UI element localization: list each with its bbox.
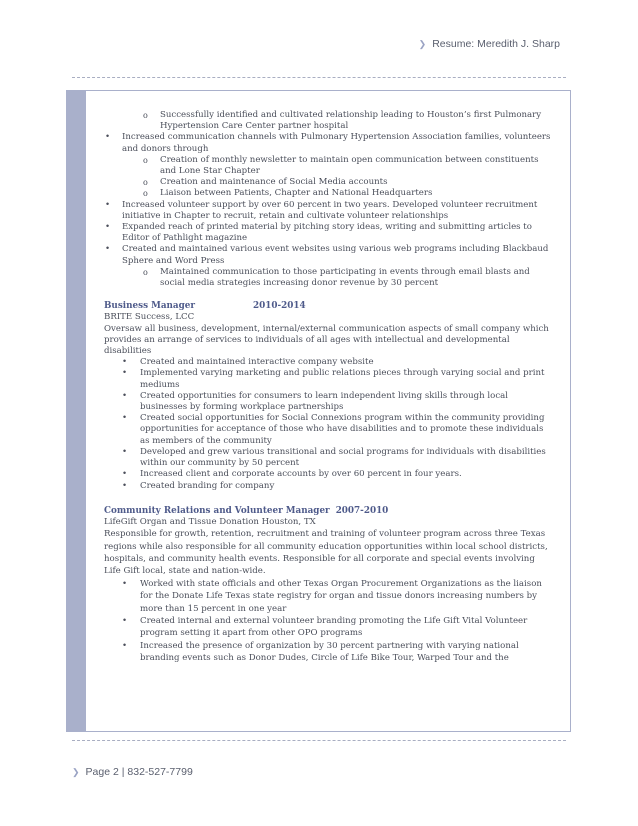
bullet-item: • Created internal and external volunteer branding promoting the Life Gift Vital Volunteer program setting it apart from other OPO programs — [140, 615, 554, 640]
footer-divider — [72, 740, 566, 741]
job-organization: BRITE Success, LCC — [104, 312, 195, 323]
bullet-text: Increased communication channels with Pulmonary Hypertension Association families, volunteers and donors through — [122, 132, 551, 154]
sub-item: o Creation of monthly newsletter to maintain open communication between constituents and Lone Star Chapter — [160, 155, 554, 177]
job-years: 2007-2010 — [335, 505, 389, 516]
header-text: Resume: Meredith J. Sharp — [432, 38, 560, 50]
job-title: Business Manager — [104, 301, 196, 312]
bullet-item — [122, 244, 554, 289]
bullet-item: • Worked with state officials and other Texas Organ Procurement Organizations as the liaison for the Donate Life Texas state registry for organ and tissue donors increasing numbers by more than 15 percent in one year — [140, 578, 554, 615]
job-heading — [104, 506, 554, 517]
bullet-item — [122, 132, 554, 199]
header-divider — [72, 77, 566, 78]
bullet-text: Created and maintained various event websites using various web programs including Blackbaud Sphere and Word Press — [122, 244, 549, 266]
job-summary: Oversaw all business, development, internal/external communication aspects of small company which provides an arrange of services to individuals of all ages with intellectual and developmental disabilities — [104, 323, 549, 357]
job-summary: Responsible for growth, retention, recruitment and training of volunteer program across three Texas regions while also responsible for all community education opportunities within local school districts, hospitals, and community health events. Responsible for all corporate and special events involving Life Gift local, state and nation-wide. — [104, 529, 548, 577]
bullet-item: • Created branding for company — [140, 481, 554, 492]
job-heading — [104, 301, 554, 312]
page-header — [419, 38, 560, 50]
page-footer — [72, 766, 193, 778]
footer-text: Page 2 | 832-527-7799 — [85, 766, 193, 778]
sub-list — [122, 267, 554, 289]
chevron-right-icon: ❯ — [418, 39, 427, 49]
bullet-item: • Expanded reach of printed material by pitching story ideas, writing and submitting articles to Editor of Pathlight magazine — [122, 222, 554, 244]
bullet-item: • Created and maintained interactive company website — [140, 357, 554, 368]
job-bullet-list — [104, 357, 554, 491]
prior-bullet-list — [104, 132, 554, 289]
sub-item: o Maintained communication to those participating in events through email blasts and social media strategies increasing donor revenue by 30 percent — [160, 267, 554, 289]
job-bullet-list — [104, 578, 554, 665]
bullet-item: • Implemented varying marketing and public relations pieces through varying social and print mediums — [140, 368, 554, 390]
job-title: Community Relations and Volunteer Manager — [104, 505, 330, 516]
resume-content — [104, 110, 554, 665]
chevron-right-icon: ❯ — [72, 767, 80, 777]
bullet-item: • Created opportunities for consumers to learn independent living skills through local businesses by forming workplace partnerships — [140, 391, 554, 413]
bullet-item: • Increased volunteer support by over 60 percent in two years. Developed volunteer recruitment initiative in Chapter to recruit, retain and cultivate volunteer relationships — [122, 200, 554, 222]
job-years: 2010-2014 — [253, 301, 306, 312]
bullet-item: • Created social opportunities for Social Connexions program within the community providing opportunities for acceptance of those who have disabilities and to promote these individuals as members of the community — [140, 413, 554, 447]
bullet-item: • Increased client and corporate accounts by over 60 percent in four years. — [140, 469, 554, 480]
bullet-item: • Increased the presence of organization by 30 percent partnering with varying national branding events such as Donor Dudes, Circle of Life Bike Tour, Warped Tour and the — [140, 640, 554, 665]
bullet-item: • Developed and grew various transitional and social programs for individuals with disabilities within our community by 50 percent — [140, 447, 554, 469]
sub-item: o Creation and maintenance of Social Media accounts — [160, 177, 554, 188]
sidebar-accent-bar — [66, 90, 86, 732]
sub-item: o Successfully identified and cultivated relationship leading to Houston’s first Pulmonary Hypertension Care Center partner hospital — [160, 110, 554, 132]
job-organization: LifeGift Organ and Tissue Donation Houston, TX — [104, 516, 316, 527]
top-sub-list — [104, 110, 554, 132]
sub-list — [122, 155, 554, 200]
sub-item: o Liaison between Patients, Chapter and National Headquarters — [160, 188, 554, 199]
